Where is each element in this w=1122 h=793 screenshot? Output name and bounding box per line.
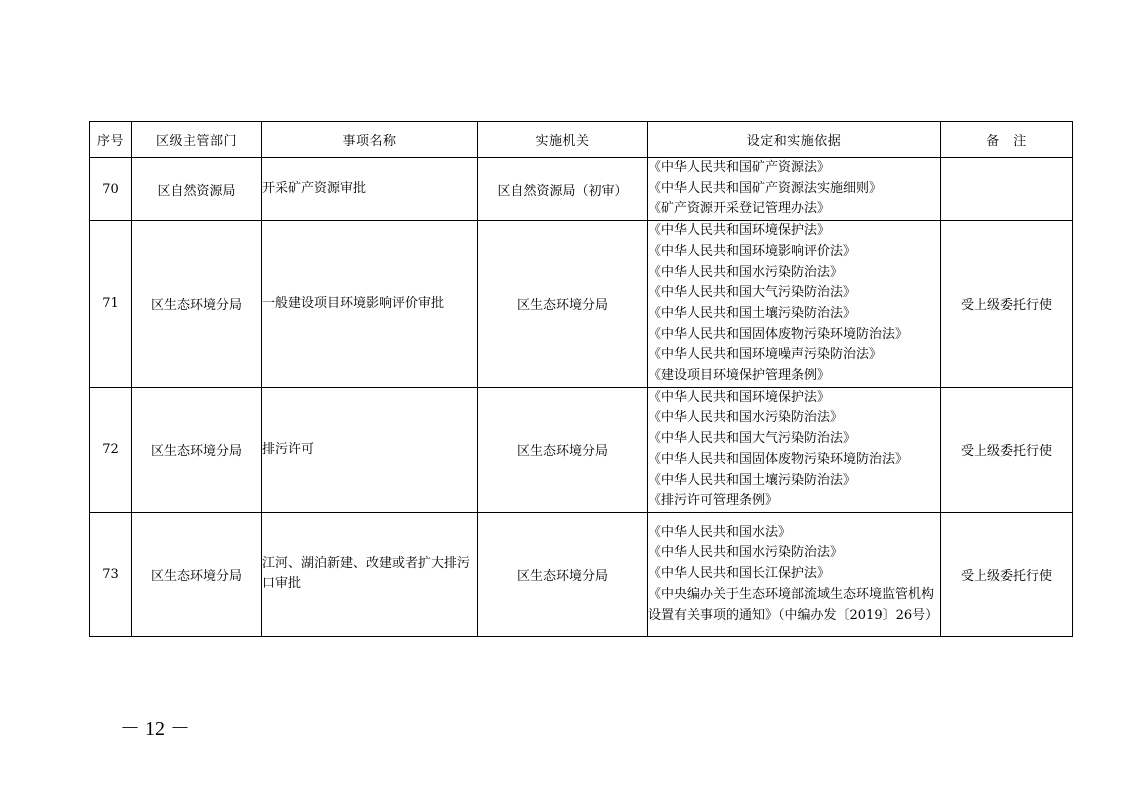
row-basis bbox=[648, 512, 941, 636]
table-row bbox=[90, 387, 1073, 512]
basis-line: 《中华人民共和国大气污染防治法》 bbox=[648, 431, 857, 447]
basis-line: 《中华人民共和国矿产资源法》 bbox=[648, 160, 831, 175]
row-department: 区生态环境分局 bbox=[132, 221, 262, 388]
page-number: － 12 － bbox=[120, 718, 190, 740]
header-remark: 备 注 bbox=[941, 122, 1073, 158]
row-basis bbox=[648, 221, 941, 388]
basis-line: 《中华人民共和国大气污染防治法》 bbox=[648, 285, 857, 301]
row-item-name: 江河、湖泊新建、改建或者扩大排污口审批 bbox=[262, 512, 478, 636]
header-agency: 实施机关 bbox=[478, 122, 648, 158]
basis-line: 《中华人民共和国水污染防治法》 bbox=[648, 545, 844, 561]
row-item-name: 开采矿产资源审批 bbox=[262, 158, 478, 221]
table-row bbox=[90, 221, 1073, 388]
basis-line: 《中华人民共和国长江保护法》 bbox=[648, 566, 831, 582]
basis-line: 《中华人民共和国土壤污染防治法》 bbox=[648, 472, 857, 488]
row-agency: 区生态环境分局 bbox=[478, 512, 648, 636]
basis-line: 《中华人民共和国环境保护法》 bbox=[648, 223, 831, 239]
header-basis: 设定和实施依据 bbox=[648, 122, 941, 158]
basis-line: 《中华人民共和国土壤污染防治法》 bbox=[648, 305, 857, 321]
basis-line: 《中华人民共和国水污染防治法》 bbox=[648, 264, 844, 280]
row-serial: 71 bbox=[90, 221, 132, 388]
basis-line: 《矿产资源开采登记管理办法》 bbox=[648, 201, 831, 217]
basis-line: 《中华人民共和国水污染防治法》 bbox=[648, 410, 844, 426]
row-serial: 72 bbox=[90, 387, 132, 512]
row-remark: 受上级委托行使 bbox=[941, 512, 1073, 636]
row-serial: 73 bbox=[90, 512, 132, 636]
row-department: 区生态环境分局 bbox=[132, 512, 262, 636]
basis-line: 《中华人民共和国环境影响评价法》 bbox=[648, 243, 857, 259]
basis-line: 《中华人民共和国环境噪声污染防治法》 bbox=[648, 347, 883, 363]
basis-line: 《中华人民共和国固体废物污染环境防治法》 bbox=[648, 451, 909, 467]
basis-line: 《建设项目环境保护管理条例》 bbox=[648, 368, 831, 384]
basis-line: 《中华人民共和国固体废物污染环境防治法》 bbox=[648, 326, 909, 342]
row-remark bbox=[941, 158, 1073, 221]
row-agency: 区自然资源局（初审） bbox=[478, 158, 648, 221]
table-header-row bbox=[90, 122, 1073, 158]
basis-line: 《中央编办关于生态环境部流域生态环境监管机构设置有关事项的通知》（中编办发〔2019〕26号） bbox=[648, 586, 939, 623]
authority-table bbox=[89, 121, 1073, 637]
table-row bbox=[90, 158, 1073, 221]
row-basis bbox=[648, 387, 941, 512]
row-agency: 区生态环境分局 bbox=[478, 221, 648, 388]
row-department: 区自然资源局 bbox=[132, 158, 262, 221]
basis-line: 《排污许可管理条例》 bbox=[648, 493, 779, 509]
header-department: 区级主管部门 bbox=[132, 122, 262, 158]
header-item-name: 事项名称 bbox=[262, 122, 478, 158]
row-serial: 70 bbox=[90, 158, 132, 221]
row-agency: 区生态环境分局 bbox=[478, 387, 648, 512]
row-basis bbox=[648, 158, 941, 221]
basis-line: 《中华人民共和国矿产资源法实施细则》 bbox=[648, 180, 883, 196]
row-item-name: 排污许可 bbox=[262, 387, 478, 512]
header-serial: 序号 bbox=[90, 122, 132, 158]
table-row bbox=[90, 512, 1073, 636]
basis-line: 《中华人民共和国环境保护法》 bbox=[648, 389, 831, 405]
row-remark: 受上级委托行使 bbox=[941, 387, 1073, 512]
basis-line: 《中华人民共和国水法》 bbox=[648, 524, 792, 540]
row-department: 区生态环境分局 bbox=[132, 387, 262, 512]
row-item-name: 一般建设项目环境影响评价审批 bbox=[262, 221, 478, 388]
row-remark: 受上级委托行使 bbox=[941, 221, 1073, 388]
